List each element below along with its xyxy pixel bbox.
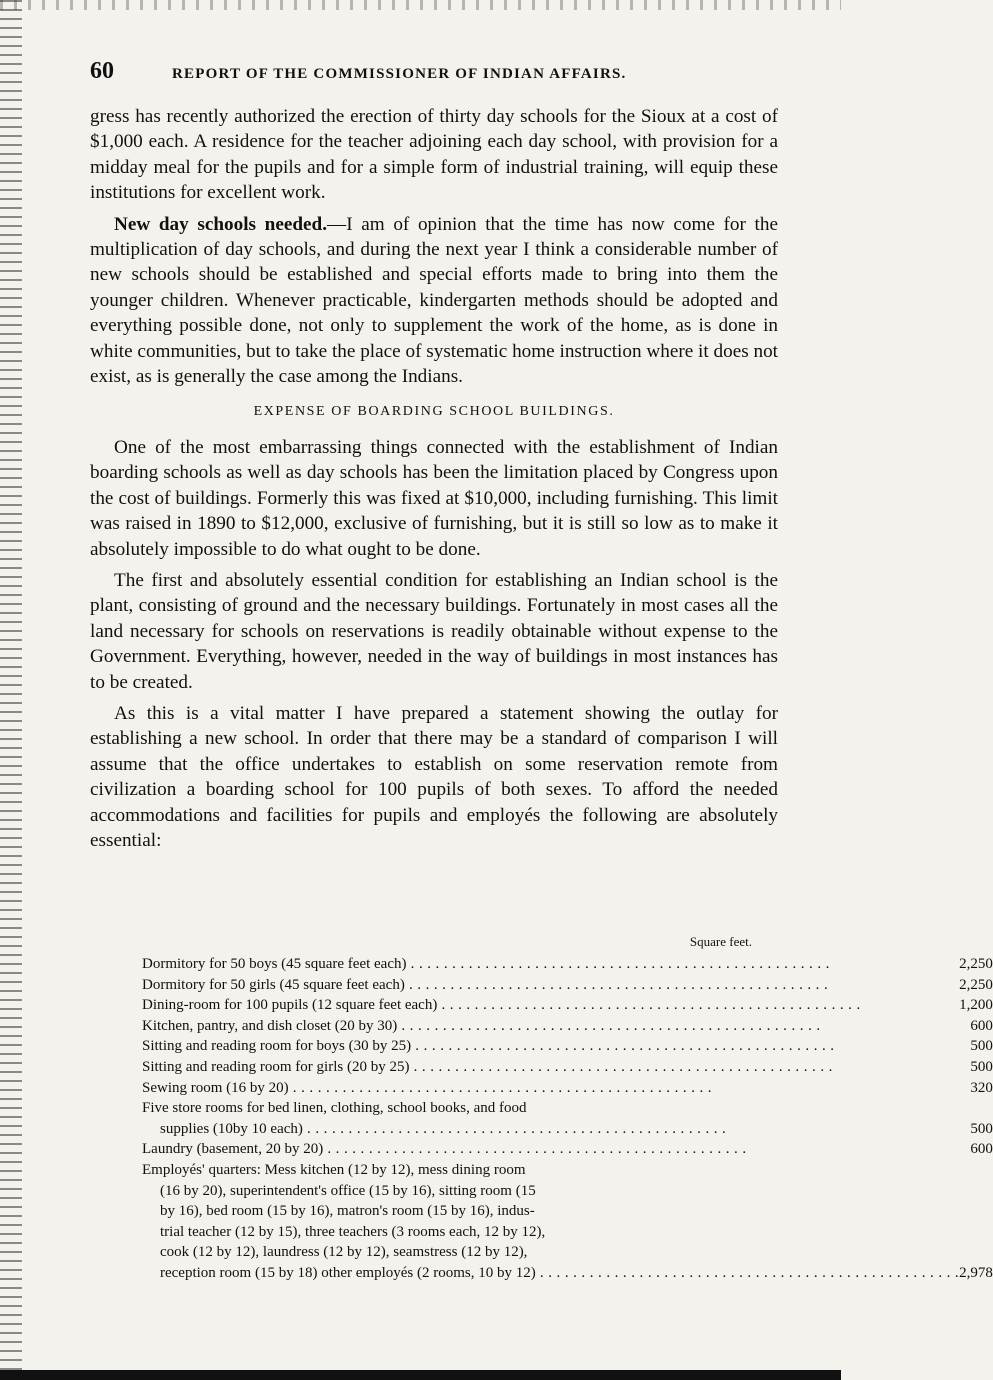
column-header: Square feet. <box>689 934 752 949</box>
row-value: 600 <box>970 1017 993 1034</box>
page-header <box>90 58 780 88</box>
table-row <box>142 1160 993 1284</box>
row-value: 1,200 <box>959 997 993 1014</box>
body-text <box>90 104 778 859</box>
table-row <box>142 1139 993 1160</box>
row-description-line: reception room (15 by 18) other employés (2 rooms, 10 by 12) . . . <box>160 1265 959 1281</box>
row-description-line: cook (12 by 12), laundress (12 by 12), seamstress (12 by 12), <box>160 1244 528 1261</box>
row-value: 500 <box>970 1058 993 1075</box>
running-head: REPORT OF THE COMMISSIONER OF INDIAN AFFAIRS. <box>172 66 627 82</box>
paragraph-2 <box>90 212 778 390</box>
table-row <box>142 1016 993 1037</box>
row-description: Sitting and reading room for boys (30 by 25) . . . <box>142 1038 834 1054</box>
scan-binding-edge <box>0 0 22 1380</box>
table-row <box>142 1098 993 1139</box>
row-description-line: (16 by 20), superintendent's office (15 by 16), sitting room (15 <box>160 1182 536 1199</box>
square-feet-table <box>142 934 993 1284</box>
paragraph-2-text: —I am of opinion that the time has now come for the multiplication of day schools, and during the next year I think a considerable number of new schools should be established and special efforts made to bring into them the younger children. Whenever practicable, kindergarten methods should be adopted and everything possible done, not only to supplement the work of the home, as is done in white communities, but to take the place of systematic home instruction where it does not exist, as is generally the case among the Indians. <box>90 213 778 388</box>
scan-bottom-edge <box>0 1370 841 1380</box>
section-title: EXPENSE OF BOARDING SCHOOL BUILDINGS. <box>253 404 615 420</box>
row-value: 2,250 <box>959 976 993 993</box>
row-description-line: supplies (10by 10 each) . . . <box>160 1121 726 1137</box>
scan-top-edge <box>0 0 841 10</box>
items-table <box>142 954 993 1284</box>
row-description: Dormitory for 50 boys (45 square feet each) . . . <box>142 956 830 972</box>
row-value: 500 <box>970 1120 993 1137</box>
table-row <box>142 954 993 975</box>
table-row <box>142 975 993 996</box>
paragraph-4: The first and absolutely essential condition for establishing an Indian school is the plant, consisting of ground and the necessary buildings. Fortunately in most cases all the land necessary for schools on reservations is readily obtainable without expense to the Government. Everything, however, needed in the way of buildings in most instances has to be created. <box>90 569 778 693</box>
row-description: Sitting and reading room for girls (20 by 25) . . . <box>142 1059 833 1075</box>
row-value: 320 <box>970 1079 993 1096</box>
side-heading: New day schools needed. <box>114 213 328 235</box>
row-description-line: trial teacher (12 by 15), three teachers (3 rooms each, 12 by 12), <box>160 1223 546 1240</box>
paragraph-5: As this is a vital matter I have prepared a statement showing the outlay for establishing a new school. In order that there may be a standard of comparison I will assume that the office undertakes to establish on some reservation remote from civilization a boarding school for 100 pupils of both sexes. To afford the needed accommodations and facilities for pupils and employés the following are absolutely essential: <box>90 702 778 851</box>
row-value: 600 <box>970 1141 993 1158</box>
paragraph-1: gress has recently authorized the erection of thirty day schools for the Sioux at a cost of $1,000 each. A residence for the teacher adjoining each day school, with provision for a midday meal for the pupils and for a simple form of industrial training, will equip these institutions for excellent work. <box>90 106 778 204</box>
table-row <box>142 995 993 1016</box>
row-description: Kitchen, pantry, and dish closet (20 by 30) . . . <box>142 1018 821 1034</box>
row-description: Dormitory for 50 girls (45 square feet each) . . . <box>142 977 828 993</box>
row-description-line: Employés' quarters: Mess kitchen (12 by 12), mess dining room <box>142 1161 526 1178</box>
row-value: 2,978 <box>959 1264 993 1281</box>
row-description-line: by 16), bed room (15 by 16), matron's room (15 by 16), indus- <box>160 1203 535 1220</box>
row-description: Sewing room (16 by 20) . . . <box>142 1080 712 1096</box>
paragraph-3: One of the most embarrassing things connected with the establishment of Indian boarding schools as well as day schools has been the limitation placed by Congress upon the cost of buildings. Formerly this was fixed at $10,000, including furnishing. This limit was raised in 1890 to $12,000, exclusive of furnishing, but it is still so low as to make it absolutely impossible to do what ought to be done. <box>90 436 778 560</box>
table-row <box>142 1036 993 1057</box>
row-value: 500 <box>970 1038 993 1055</box>
row-value: 2,250 <box>959 956 993 972</box>
table-row <box>142 1078 993 1099</box>
table-row <box>142 1057 993 1078</box>
row-description: Dining-room for 100 pupils (12 square feet each) . . . <box>142 997 861 1013</box>
row-description: Laundry (basement, 20 by 20) . . . <box>142 1141 747 1157</box>
page-number: 60 <box>90 58 114 84</box>
row-description-line: Five store rooms for bed linen, clothing, school books, and food <box>142 1100 527 1117</box>
